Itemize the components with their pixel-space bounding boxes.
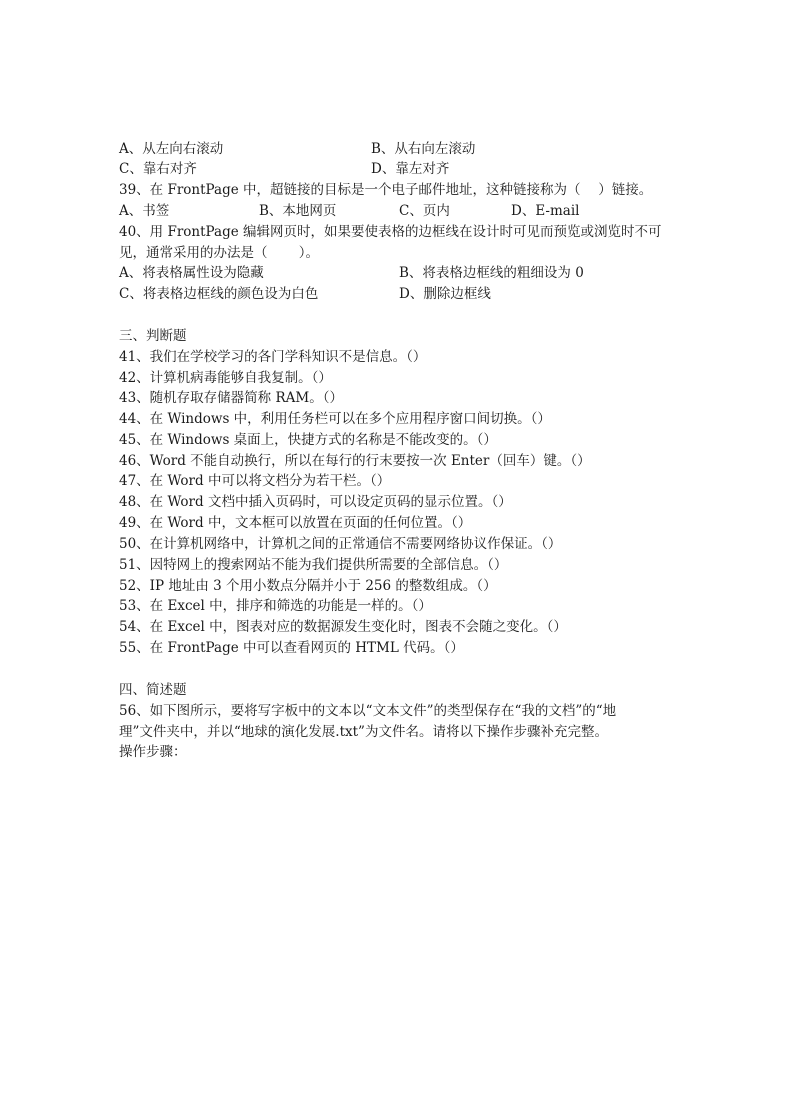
tf-item: 49、在 Word 中，文本框可以放置在页面的任何位置。（） (119, 515, 472, 531)
q38-option-c: C、靠右对齐 (119, 161, 197, 177)
tf-item: 55、在 FrontPage 中可以查看网页的 HTML 代码。（） (119, 640, 464, 656)
q39-option-c: C、页内 (399, 203, 450, 219)
section4-title: 四、简述题 (119, 682, 187, 698)
q39-stem: 39、在 FrontPage 中，超链接的目标是一个电子邮件地址，这种链接称为（ ）链接。 (119, 182, 653, 198)
q40-option-d: D、删除边框线 (399, 286, 491, 302)
tf-item: 47、在 Word 中可以将文档分为若干栏。（） (119, 473, 391, 489)
q56-line1: 56、如下图所示，要将写字板中的文本以“文本文件”的类型保存在“我的文档”的“地 (119, 703, 617, 719)
q40-stem-line2: 见，通常采用的办法是（ ）。 (119, 245, 320, 261)
tf-item: 42、计算机病毒能够自我复制。（） (119, 370, 332, 386)
tf-item: 46、Word 不能自动换行，所以在每行的行末要按一次 Enter（回车）键。（） (119, 453, 591, 469)
tf-item: 41、我们在学校学习的各门学科知识不是信息。（） (119, 349, 427, 365)
tf-item: 54、在 Excel 中，图表对应的数据源发生变化时，图表不会随之变化。（） (119, 619, 567, 635)
q40-option-b: B、将表格边框线的粗细设为 0 (399, 265, 584, 281)
q38-option-d: D、靠左对齐 (371, 161, 450, 177)
tf-item: 48、在 Word 文档中插入页码时，可以设定页码的显示位置。（） (119, 494, 512, 510)
q38-option-b: B、从右向左滚动 (371, 141, 476, 157)
q39-option-d: D、E-mail (511, 203, 580, 219)
q38-option-a: A、从左向右滚动 (119, 141, 224, 157)
q40-option-a: A、将表格属性设为隐藏 (119, 265, 264, 281)
tf-item: 44、在 Windows 中，利用任务栏可以在多个应用程序窗口间切换。（） (119, 411, 551, 427)
tf-item: 50、在计算机网络中，计算机之间的正常通信不需要网络协议作保证。（） (119, 536, 562, 552)
tf-item: 53、在 Excel 中，排序和筛选的功能是一样的。（） (119, 598, 432, 614)
q40-option-c: C、将表格边框线的颜色设为白色 (119, 286, 319, 302)
q40-stem-line1: 40、用 FrontPage 编辑网页时，如果要使表格的边框线在设计时可见而预览或浏览时不可 (119, 224, 662, 240)
steps-label: 操作步骤： (119, 744, 187, 760)
q39-option-b: B、本地网页 (259, 203, 337, 219)
q39-option-a: A、书签 (119, 203, 170, 219)
q56-line2: 理”文件夹中，并以“地球的演化发展.txt”为文件名。请将以下操作步骤补充完整。 (119, 724, 608, 740)
tf-item: 45、在 Windows 桌面上，快捷方式的名称是不能改变的。（） (119, 432, 497, 448)
tf-item: 52、IP 地址由 3 个用小数点分隔并小于 256 的整数组成。（） (119, 578, 497, 594)
section3-title: 三、判断题 (119, 328, 187, 344)
tf-item: 43、随机存取存储器简称 RAM。（） (119, 390, 343, 406)
tf-item: 51、因特网上的搜索网站不能为我们提供所需要的全部信息。（） (119, 557, 508, 573)
